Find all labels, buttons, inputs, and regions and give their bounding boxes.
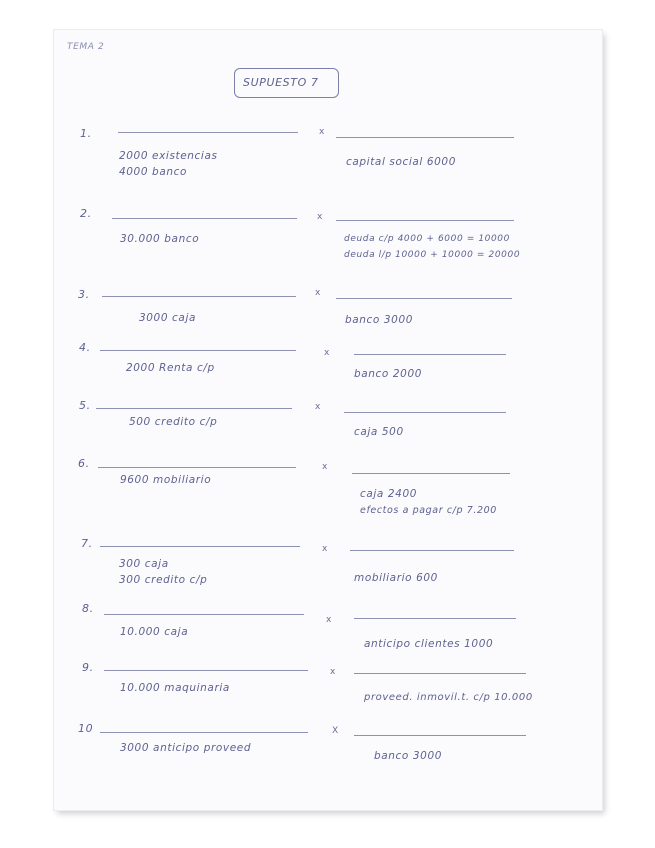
debit-line: 500 credito c/p <box>129 416 218 428</box>
entry-separator-x: X <box>332 726 339 736</box>
entry-rule-right <box>354 673 526 674</box>
entry-number: 4. <box>79 341 91 354</box>
entry-separator-x: x <box>322 462 328 472</box>
entry-rule-right <box>354 618 516 619</box>
entry-rule-right <box>354 735 526 736</box>
entry-rule-right <box>344 412 506 413</box>
entry-number: 3. <box>78 288 90 301</box>
credit-line: capital social 6000 <box>346 156 456 168</box>
entry-number: 7. <box>81 537 93 550</box>
debit-line: 9600 mobiliario <box>120 474 212 486</box>
entry-rule-left <box>98 467 296 468</box>
entry-separator-x: x <box>326 615 332 625</box>
debit-line: 30.000 banco <box>120 233 200 245</box>
entry-separator-x: x <box>319 127 325 137</box>
credit-line: caja 2400 <box>360 488 418 500</box>
credit-line: banco 3000 <box>374 750 443 762</box>
credit-line: banco 3000 <box>345 314 414 326</box>
debit-line: 10.000 caja <box>120 626 189 638</box>
debit-line: 2000 existencias <box>119 150 218 162</box>
entry-rule-left <box>104 614 304 615</box>
entry-rule-left <box>112 218 297 219</box>
entry-rule-left <box>96 408 292 409</box>
entry-number: 10 <box>78 722 94 735</box>
entry-number: 6. <box>78 457 90 470</box>
entry-rule-right <box>336 220 514 221</box>
entry-rule-left <box>102 296 296 297</box>
debit-line: 10.000 maquinaria <box>120 682 230 694</box>
entry-rule-left <box>100 546 300 547</box>
entry-separator-x: x <box>330 667 336 677</box>
entry-number: 9. <box>82 661 94 674</box>
credit-line: proveed. inmovil.t. c/p 10.000 <box>364 692 533 703</box>
header-tema: TEMA 2 <box>67 42 105 52</box>
entry-rule-left <box>118 132 298 133</box>
credit-line: anticipo clientes 1000 <box>364 638 494 650</box>
credit-line: deuda l/p 10000 + 10000 = 20000 <box>344 250 521 260</box>
handwritten-sheet <box>54 30 602 810</box>
entry-separator-x: x <box>315 402 321 412</box>
debit-line: 3000 anticipo proveed <box>120 742 252 754</box>
entry-number: 5. <box>79 399 91 412</box>
entry-rule-right <box>350 550 514 551</box>
credit-line: mobiliario 600 <box>354 572 438 584</box>
entry-number: 1. <box>80 127 92 140</box>
debit-line: 300 credito c/p <box>119 574 208 586</box>
entry-separator-x: x <box>317 212 323 222</box>
credit-line: banco 2000 <box>354 368 423 380</box>
entry-rule-right <box>336 298 512 299</box>
entry-rule-right <box>352 473 510 474</box>
entry-separator-x: x <box>322 544 328 554</box>
entry-rule-right <box>336 137 514 138</box>
debit-line: 4000 banco <box>119 166 188 178</box>
debit-line: 3000 caja <box>139 312 197 324</box>
entry-separator-x: x <box>315 288 321 298</box>
credit-line: efectos a pagar c/p 7.200 <box>360 505 497 516</box>
entry-rule-left <box>104 670 308 671</box>
entry-number: 8. <box>82 602 94 615</box>
page-title: SUPUESTO 7 <box>243 76 319 89</box>
entry-rule-left <box>100 732 308 733</box>
entry-separator-x: x <box>324 348 330 358</box>
credit-line: caja 500 <box>354 426 404 438</box>
entry-number: 2. <box>80 207 92 220</box>
debit-line: 300 caja <box>119 558 169 570</box>
credit-line: deuda c/p 4000 + 6000 = 10000 <box>344 234 510 244</box>
entry-rule-right <box>354 354 506 355</box>
title-box <box>234 68 339 98</box>
entry-rule-left <box>100 350 296 351</box>
debit-line: 2000 Renta c/p <box>126 362 215 374</box>
